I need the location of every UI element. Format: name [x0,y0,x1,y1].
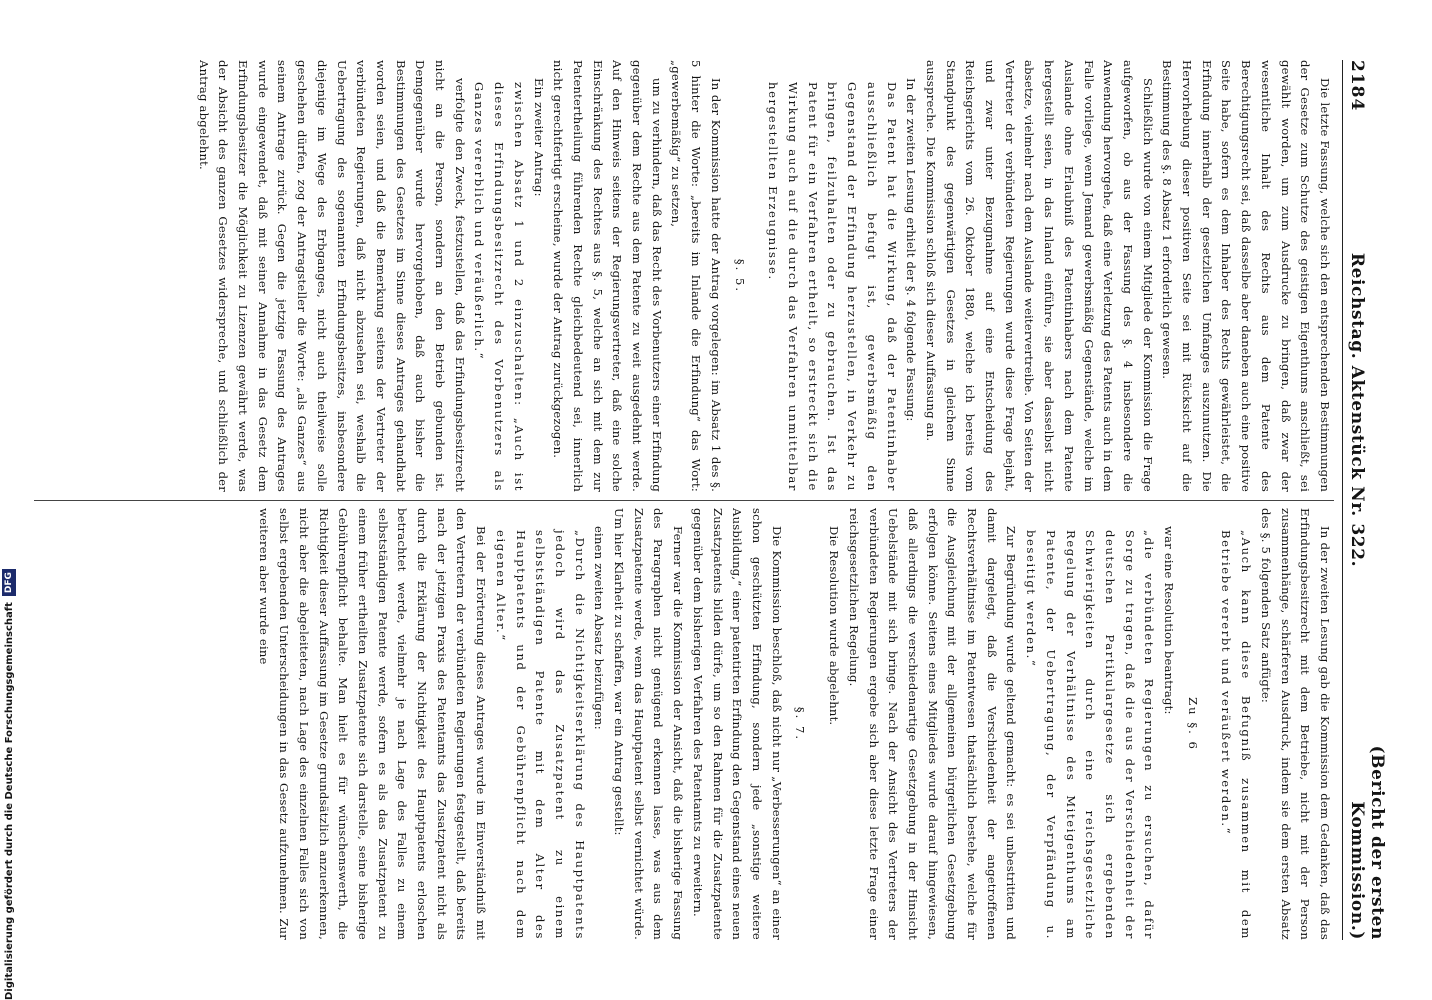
right-quoted-text: „die verbündeten Regierungen zu ersuchen, dafür Sorge zu tragen, daß die aus der Verschiedenheit der deutschen Partikulargesetze sich ergebenden Schwierigkeiten durch eine reichsgesetzliche Regelung der Verhältnisse des Miteigenthums am Patente, der Uebertragung, der Verpfändung u. beseitigt werden.“ [1024,530,1157,940]
left-paragraph: Schließlich wurde von einem Mitgliede der Kommission die Frage aufgeworfen, ob aus der Fassung des §. 4 insbesondere die Anwendung hervorgehe, daß eine Verletzung des Patents auch in dem Falle vorliege, wenn Jemand gewerbsmäßig Gegenstände, welche im Auslande ohne Erlaubniß des Patentinhabers nach dem Patente hergestellt seien, in das Inland einführe, sie aber dasselbst nicht absetze, vielmehr nach dem Auslande weitervertreibe. Von Seiten der Vertreter der verbündeten Regierungen wurde diese Frage bejaht, und zwar unter Bezugnahme auf eine Entscheidung des Reichsgerichts vom 26. Oktober 1880, welche ich bereits vom Standpunkt des gegenwärtigen Gesetzes in gleichem Sinne ausspreche. Die Kommission schloß sich dieser Auffassung an. [923,60,1155,492]
footer-credit: Digitalisierung gefördert durch die Deutsche Forschungsgemeinschaft [3,602,15,1000]
right-paragraph: Die Resolution wurde abgelehnt. [827,526,842,726]
left-paragraph: In der zweiten Lesung erhielt der §. 4 folgende Fassung: [904,78,919,422]
right-paragraph: Ferner war die Kommission der Ansicht, daß die bisherige Fassung des Paragraphen nicht genügend erkennen lasse, was aus dem Zusatzpatente werde, wenn das Hauptpatent selbst vernichtet würde. Um hier Klarheit zu schaffen, war ein Antrag gestellt: [612,508,686,940]
left-column [34,60,1334,492]
right-paragraph: war eine Resolution beantragt: [1162,526,1177,715]
dfg-logo: DFG [2,569,16,596]
left-paragraph: verfolgte den Zweck, festzustellen, daß das Erfindungsbesitzrecht nicht an die Person, sondern an den Betrieb gebunden ist. Demgegenüber wurde hervorgehoben, daß auch bisher die Bestimmungen des Gesetzes im Sinne dieses Antrages gehandhabt worden seien, und daß die Bemerkung seitens der Vertreter der verbündeten Regierungen, daß nicht abzusehen sei, weshalb die Uebertragung des sogenannten Erfindungsbesitzes, insbesondere diejenige im Wege des Erbganges, nicht auch theilweise solle geschehen dürfen, zog der Antragsteller die Worte: „als Ganzes“ aus seinem Antrage zurück. Gegen die jetzige Fassung des Antrages wurde eingewendet, daß mit seiner Annahme in das Gesetz dem Erfindungsbesitzer die Möglichkeit zu Lizenzen gewährt werde, was der Absicht des ganzen Gesetzes widerspreche, und schließlich der Antrag abgelehnt. [196,60,467,492]
right-section-heading: Zu §. 6 [1185,697,1200,751]
right-column [34,508,1334,940]
left-paragraph: In der Kommission hatte der Antrag vorgelegen: im Absatz 1 des §. 5 hinter die Worte: „bereits im Inlande die Erfindung“ das Wort: „gewerbemäßig“ zu setzen, [669,60,723,492]
left-paragraph: Die letzte Fassung, welche sich den entsprechenden Bestimmungen der Gesetze zum Schutze des geistigen Eigenthums anschließt, sei gewählt worden, um zum Ausdrucke zu bringen, daß zwar der wesentliche Inhalt des Rechts aus dem Patente des Berechtigungsrecht sei, daß dasselbe aber daneben auch eine positive Seite habe, sofern es dem Inhaber des Rechts gewährleistet, die Erfindung innerhalb der gesetzlichen Umfanges auszunutzen. Die Hervorhebung dieser positiven Seite sei mit Rücksicht auf die Bestimmung des §. 8 Absatz 1 erforderlich gewesen. [1160,60,1332,492]
column-divider [34,500,1334,501]
right-paragraph: Die Kommission beschloß, daß nicht nur „Verbesserungen“ an einer schon geschützten Erfindung, sondern jede „sonstige weitere Ausbildung,“ einer patentirten Erfindung den Gegenstand eines neuen Zusatzpatents bilden dürfe, um so den Rahmen für die Zusatzpatente gegenüber dem bisherigen Verfahren des Patentamts zu erweitern. [690,508,784,940]
right-paragraph: Zur Begründung wurde geltend gemacht: es sei unbestritten und damit dargelegt, daß die Verschiedenheit der angetroffenen Rechtsverhältnisse im Patentwesen thatsächlich bestehe, welche für die Ausgleichung mit der allgemeinen bürgerlichen Gesetzgebung erfolgen könne. Seitens eines Mitgliedes wurde darauf hingewiesen, daß allerdings die verschiedenartige Gesetzgebung in der Hinsicht Uebelstände mit sich bringe. Nach der Ansicht des Vertreters der verbündeten Regierungen ergebe sich aber diese letzte Frage einer reichsgesetzlichen Regelung. [846,508,1019,940]
running-head: Reichstag. Aktenstück Nr. 322. [1347,252,1367,568]
section-caption: (Bericht der ersten Kommission.) [1347,745,1387,940]
right-quoted-text: „Durch die Nichtigkeitserklärung des Hauptpatents jedoch wird das Zusatzpatent zu einem selbstständigen Patente mit dem Alter des Hauptpatents und der Gebührenpflicht nach dem eigenen Alter.“ [493,530,587,940]
right-paragraph: Bei der Erörterung dieses Antrages wurde im Einverständniß mit den Vertretern der verbündeten Regierungen festgestellt, daß bereits nach der jetzigen Praxis des Patentamts das Zusatzpatent nicht als durch die Erklärung der Nichtigkeit des Hauptpatents erloschen betrachtet werde, vielmehr je nach Lage des Falles zu einem selbstständigen Patente werde, sofern es als das Zusatzpatent zu einem früher ertheilten Zusatzpatente sich darstelle, seine bisherige Gebührenpflicht behalte. Man hielt es für wünschenswerth, die Richtigkeit dieser Auffassung im Gesetze grundsätzlich anzuerkennen, nicht aber die abgeleiteten, nach Lage des einzelnen Falles sich von selbst ergebenden Unterscheidungen in das Gesetz aufzunehmen. Zur weiteren aber wurde eine [257,508,489,940]
page-header [1342,60,1387,940]
left-quoted-text: zwischen Absatz 1 und 2 einzuschalten: „Auch ist dieses Erfindungsbesitzrecht des Vorbenutzers als Ganzes vererblich und veräußerlich.“ [472,82,526,492]
left-paragraph: Ein zweiter Antrag: [531,78,546,197]
right-quoted-text: „Auch kann diese Befugniß zusammen mit dem Betriebe vererbt und veräußert werden.“ [1219,530,1254,940]
right-paragraph: In der zweiten Lesung gab die Kommission dem Gedanken, daß das Erfindungsbesitzrecht mit dem Betriebe, nicht mit der Person zusammenhänge, schärferen Ausdruck, indem sie dem ersten Absatz des §. 5 folgenden Satz anfügte: [1258,508,1332,940]
digitization-footer [0,20,18,1000]
left-quoted-text: Das Patent hat die Wirkung, daß der Patentinhaber ausschließlich befugt ist, gewerbsmäßig den Gegenstand der Erfindung herzustellen, in Verkehr zu bringen, feilzuhalten oder zu gebrauchen. Ist das Patent für ein Verfahren ertheilt, so erstreckt sich die Wirkung auch auf die durch das Verfahren unmittelbar hergestellten Erzeugnisse. [766,82,899,492]
left-paragraph: um zu verhindern, daß das Recht des Vorbenutzers einer Erfindung gegenüber dem Rechte aus dem Patente zu weit ausgedehnt werde. Auf den Hinweis seitens der Regierungsvertreter, daß eine solche Einschränkung des Rechtes aus §. 5, welche an sich mit dem zur Patentertheilung führenden Rechte gleichbedeutend sei, innerlich nicht gerechtfertigt erscheine, wurde der Antrag zurückgezogen. [551,60,664,492]
right-section-heading: §. 7. [793,706,808,742]
left-section-heading: §. 5. [732,258,747,294]
right-paragraph: einen zweiten Absatz beizufügen: [592,526,607,730]
page-number: 2184 [1347,60,1367,112]
